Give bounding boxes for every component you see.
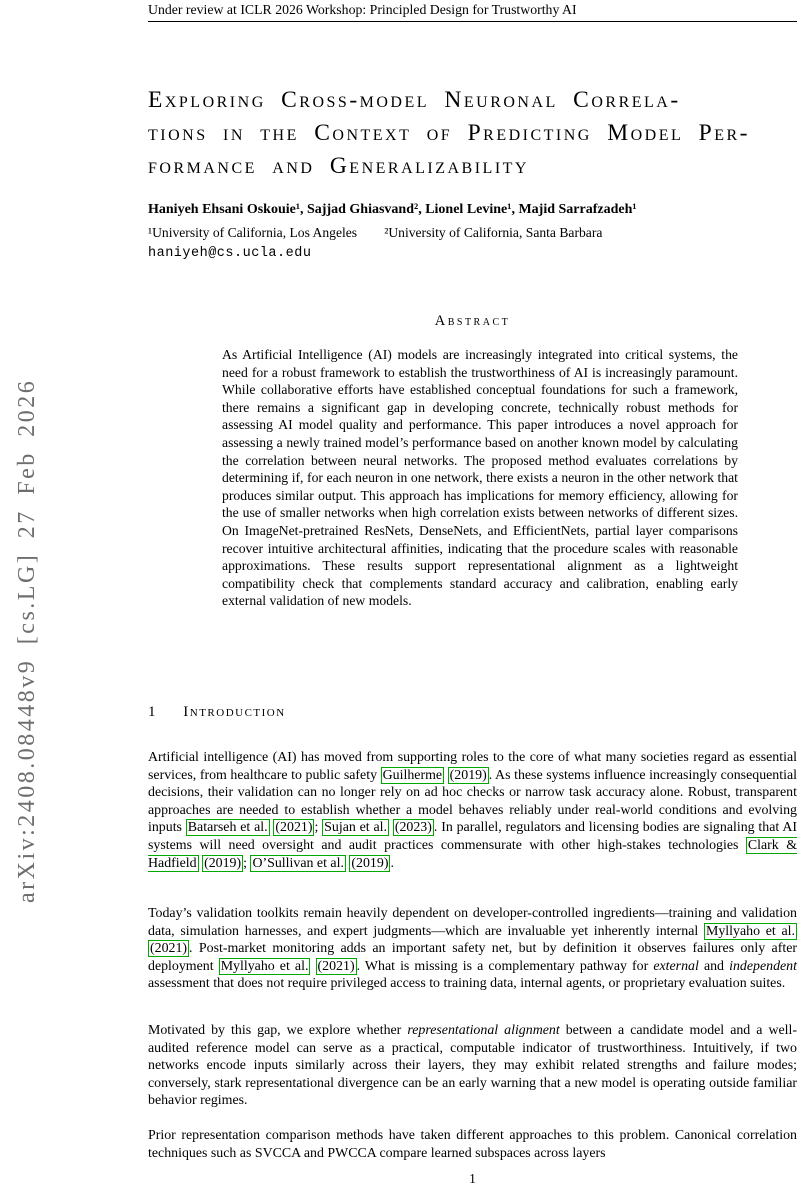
intro-paragraph-1 (148, 749, 797, 872)
section-number: 1 (148, 704, 156, 720)
text-run: Prior representation comparison methods have taken different approaches to this problem. Canonical correlation techniques such as SVCCA and PWCCA compare learned subspaces across layers (148, 1128, 797, 1161)
review-status-note: Under review at ICLR 2026 Workshop: Principled Design for Trustworthy AI (148, 2, 797, 22)
text-run: representational alignment (407, 1023, 560, 1038)
text-run: Motivated by this gap, we explore whether (148, 1023, 408, 1038)
affiliations-line: ¹University of California, Los Angeles ²University of California, Santa Barbara (148, 225, 603, 240)
section-title: Introduction (183, 704, 286, 720)
citation-link[interactable]: (2023) (394, 820, 432, 836)
text-run: independent (729, 958, 797, 974)
intro-paragraph-3 (148, 1022, 797, 1110)
abstract-heading: Abstract (434, 313, 511, 329)
citation-link[interactable]: (2021) (317, 958, 355, 974)
text-run: . Post-market monitoring adds an important safety net, but by definition it observes failures only after deployment (148, 941, 797, 974)
text-run (310, 959, 315, 974)
abstract-body: As Artificial Intelligence (AI) models are increasingly integrated into critical systems, the need for a robust framework to establish the trustworthiness of AI is increasingly paramount. While collaborative efforts have established conceptual foundations for such a framework, there remains a significant gap in developing concrete, technically robust methods for assessing AI model quality and performance. This paper introduces a novel approach for assessing a newly trained model’s performance based on another known model by calculating the correlation between neural networks. The proposed method evaluates correlations by determining if, for each neuron in one network, there exists a neuron in the other network that produces similar output. This approach has implications for memory efficiency, allowing for the use of smaller networks when high correlation exists between networks of different sizes. On ImageNet-pretrained ResNets, DenseNets, and EfficientNets, partial layer comparisons recover intuitive architectural affinities, indicating that the procedure scales with reasonable approximations. These results support representational alignment as a lightweight compatibility check that complements standard accuracy and calibration, enabling early external validation of new models. (222, 347, 738, 609)
text-run: and (698, 958, 730, 974)
citation-link[interactable]: O’Sullivan et al. (252, 855, 344, 871)
citation-link[interactable]: (2019) (351, 855, 389, 871)
text-run: between a candidate model and a well-audited reference model can serve as a practical, computable indicator of trustworthiness. Intuitively, if two networks encode inputs similarly across their layers, they may exhibit related strengths and failure modes; conversely, stark representational divergence can be an early warning that a new model is operating outside familiar behavior regimes. (148, 1023, 797, 1109)
citation-link[interactable]: Guilherme (382, 767, 443, 783)
citation-link[interactable]: (2019) (449, 767, 487, 783)
text-run: external (653, 958, 699, 974)
text-run: assessment that does not require privileged access to training data, internal agents, or proprietary evaluation suites. (148, 976, 786, 992)
intro-paragraph-2 (148, 905, 797, 993)
citation-link[interactable]: Myllyaho et al. (220, 958, 309, 974)
citation-link[interactable]: (2021) (275, 820, 313, 836)
text-run: . As these systems influence increasingly consequential decisions, their validation can no longer rely on ad hoc checks or narrow task accuracy alone. Robust, transparent approaches are needed to establish whether a model behaves reliably under real-world conditions and evolving inputs (148, 767, 797, 836)
authors-line: Haniyeh Ehsani Oskouie¹, Sajjad Ghiasvand², Lionel Levine¹, Majid Sarrafzadeh¹ (148, 202, 637, 217)
intro-paragraph-4 (148, 1127, 797, 1162)
text-run: Artificial intelligence (AI) has moved from supporting roles to the core of what many societies regard as essential services, from healthcare to public safety (148, 750, 797, 783)
citation-link[interactable]: (2019) (204, 855, 242, 871)
citation-link[interactable]: (2021) (150, 941, 188, 957)
section-heading-introduction (148, 704, 797, 721)
citation-link[interactable]: Clark & Hadfield (148, 837, 797, 871)
citation-link[interactable]: Myllyaho et al. (706, 923, 796, 939)
text-run: . In parallel, regulators and licensing bodies are signaling that AI systems will need oversight and audit practices commensurate with other high-stakes technologies (148, 820, 797, 853)
text-run: ; (314, 820, 323, 836)
text-run: Today’s validation toolkits remain heavily dependent on developer-controlled ingredients—training and validation data, simulation harnesses, and expert judgments—which are invaluable yet inherently internal (148, 906, 797, 939)
page-number: 1 (469, 1171, 476, 1186)
paper-title-line-3: formance and Generalizability (148, 153, 529, 179)
text-run: . What is missing is a complementary pathway for (356, 958, 654, 974)
citation-link[interactable]: Batarseh et al. (187, 820, 268, 836)
arxiv-watermark: arXiv:2408.08448v9 [cs.LG] 27 Feb 2026 (14, 378, 40, 903)
contact-email: haniyeh@cs.ucla.edu (148, 246, 312, 261)
citation-link[interactable]: Sujan et al. (324, 820, 387, 836)
text-run: ; (243, 855, 251, 871)
paper-title-line-2: tions in the Context of Predicting Model Per- (148, 120, 751, 146)
paper-title (148, 84, 788, 183)
text-run: . (390, 855, 394, 871)
paper-title-line-1: Exploring Cross-model Neuronal Correla- (148, 87, 681, 113)
